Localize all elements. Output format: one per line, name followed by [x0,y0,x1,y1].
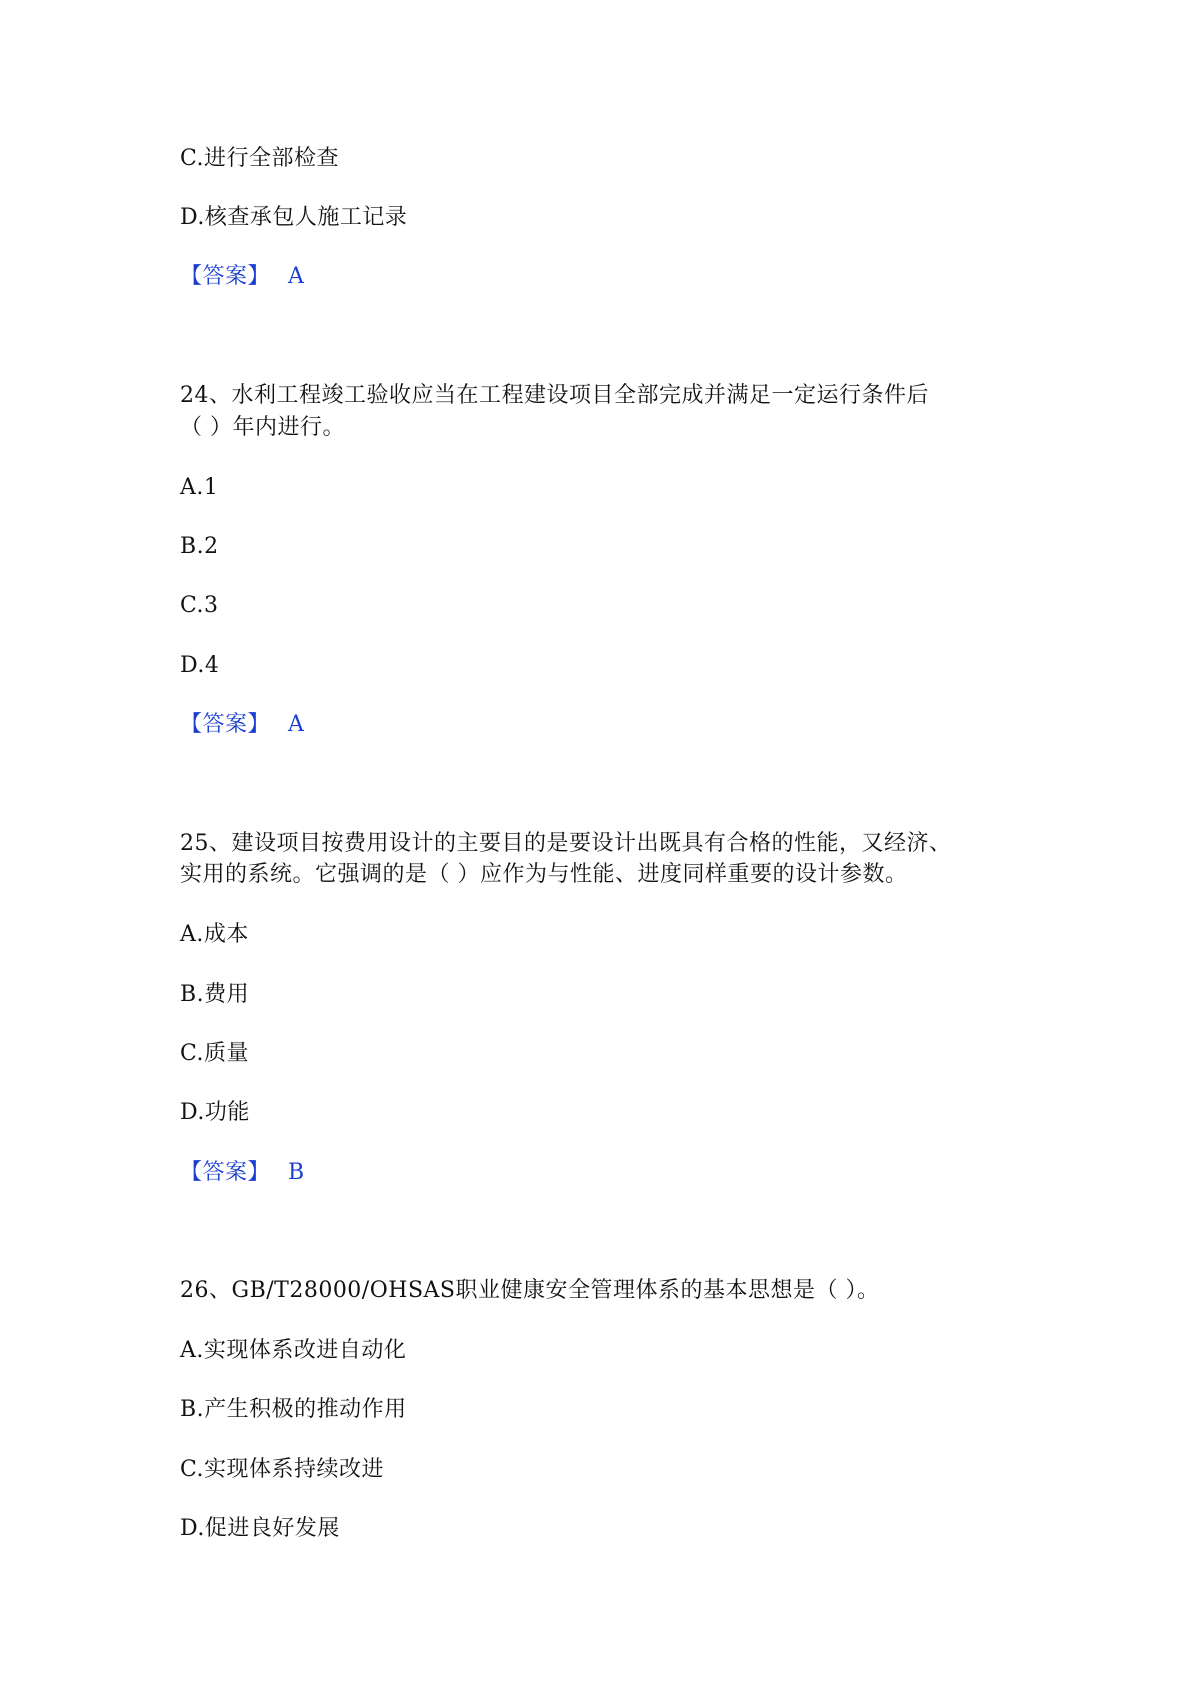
answer-value: A [288,712,305,737]
option-a: A.实现体系改进自动化 [180,1338,407,1363]
answer-line [180,710,304,740]
question-stem-line: 实用的系统。它强调的是（ ）应作为与性能、进度同样重要的设计参数。 [180,862,908,887]
question-stem-line: 24、水利工程竣工验收应当在工程建设项目全部完成并满足一定运行条件后 [180,383,929,408]
option-b: B.2 [180,534,219,559]
question-stem-line: 25、建设项目按费用设计的主要目的是要设计出既具有合格的性能，又经济、 [180,831,952,856]
answer-line [180,1158,305,1188]
question-stem-line: 26、GB/T28000/OHSAS职业健康安全管理体系的基本思想是（ ）。 [180,1278,880,1303]
option-b: B.产生积极的推动作用 [180,1397,407,1422]
answer-label: 【答案】 [180,264,271,289]
option-d: D.促进良好发展 [180,1516,340,1541]
option-d: D.功能 [180,1100,250,1125]
answer-value: A [288,264,305,289]
answer-label: 【答案】 [180,1160,271,1185]
option-a: A.1 [180,475,219,500]
option-c: C.进行全部检查 [180,146,340,171]
question-stem-line: （ ）年内进行。 [180,415,345,440]
option-d: D.4 [180,653,220,678]
option-c: C.3 [180,593,219,618]
answer-line [180,262,304,292]
answer-label: 【答案】 [180,712,271,737]
option-b: B.费用 [180,982,250,1007]
option-c: C.质量 [180,1041,250,1066]
option-c: C.实现体系持续改进 [180,1457,385,1482]
option-d: D.核查承包人施工记录 [180,205,408,230]
option-a: A.成本 [180,922,249,947]
answer-value: B [288,1160,305,1185]
